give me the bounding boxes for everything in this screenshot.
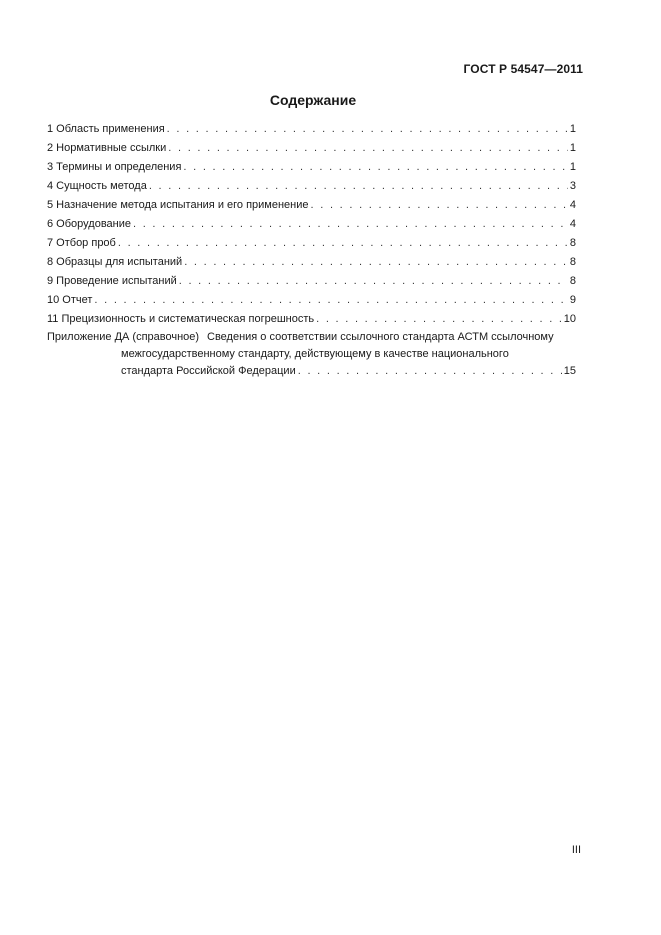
toc-item-page: 9 [569, 294, 576, 306]
toc-item-10[interactable] [47, 291, 576, 310]
toc-leader-dots [316, 310, 562, 329]
toc-leader-dots [118, 234, 568, 253]
toc-item-page: 8 [569, 237, 576, 249]
toc-item-5[interactable] [47, 196, 576, 215]
toc-item-page: 4 [569, 218, 576, 230]
toc-leader-dots [298, 363, 562, 380]
toc-title: Содержание [269, 92, 357, 108]
toc-item-4[interactable] [47, 177, 576, 196]
appendix-title-line1: Сведения о соответствии ссылочного стандарта АСТМ ссылочному [207, 331, 554, 343]
toc-item-2[interactable] [47, 139, 576, 158]
toc-item-3[interactable] [47, 158, 576, 177]
appendix-title-line3: стандарта Российской Федерации [121, 365, 296, 377]
appendix-title-line2: межгосударственному стандарту, действующему в качестве национального [121, 348, 509, 360]
toc-item-label: 4 Сущность метода [47, 180, 147, 192]
toc-leader-dots [179, 272, 568, 291]
toc-item-label: 5 Назначение метода испытания и его применение [47, 199, 309, 211]
toc-leader-dots [311, 196, 568, 215]
toc-item-8[interactable] [47, 253, 576, 272]
toc-item-label: 1 Область применения [47, 123, 165, 135]
standard-code: ГОСТ Р 54547—2011 [463, 62, 583, 76]
toc-item-label: 2 Нормативные ссылки [47, 142, 167, 154]
toc-item-page: 1 [569, 142, 576, 154]
toc-leader-dots [168, 139, 568, 158]
toc-item-page: 1 [569, 161, 576, 173]
toc-item-label: 6 Оборудование [47, 218, 131, 230]
toc-item-page: 1 [569, 123, 576, 135]
table-of-contents [47, 120, 576, 380]
toc-item-label: 9 Проведение испытаний [47, 275, 177, 287]
toc-leader-dots [183, 158, 567, 177]
toc-item-page: 4 [569, 199, 576, 211]
appendix-page: 15 [563, 365, 576, 377]
toc-appendix[interactable] [47, 329, 576, 380]
toc-item-9[interactable] [47, 272, 576, 291]
toc-leader-dots [94, 291, 567, 310]
toc-item-label: 3 Термины и определения [47, 161, 182, 173]
toc-item-label: 7 Отбор проб [47, 237, 116, 249]
appendix-label: Приложение ДА (справочное) [47, 331, 200, 343]
toc-item-page: 8 [569, 256, 576, 268]
toc-leader-dots [133, 215, 568, 234]
toc-item-page: 10 [563, 313, 576, 325]
page-number: III [571, 844, 581, 856]
toc-item-page: 3 [569, 180, 576, 192]
toc-item-label: 11 Прецизионность и систематическая погрешность [47, 313, 315, 325]
toc-item-page: 8 [569, 275, 576, 287]
toc-item-label: 8 Образцы для испытаний [47, 256, 183, 268]
toc-item-1[interactable] [47, 120, 576, 139]
toc-leader-dots [167, 120, 568, 139]
toc-item-7[interactable] [47, 234, 576, 253]
toc-leader-dots [184, 253, 568, 272]
toc-item-6[interactable] [47, 215, 576, 234]
toc-item-label: 10 Отчет [47, 294, 93, 306]
toc-leader-dots [149, 177, 568, 196]
toc-item-11[interactable] [47, 310, 576, 329]
